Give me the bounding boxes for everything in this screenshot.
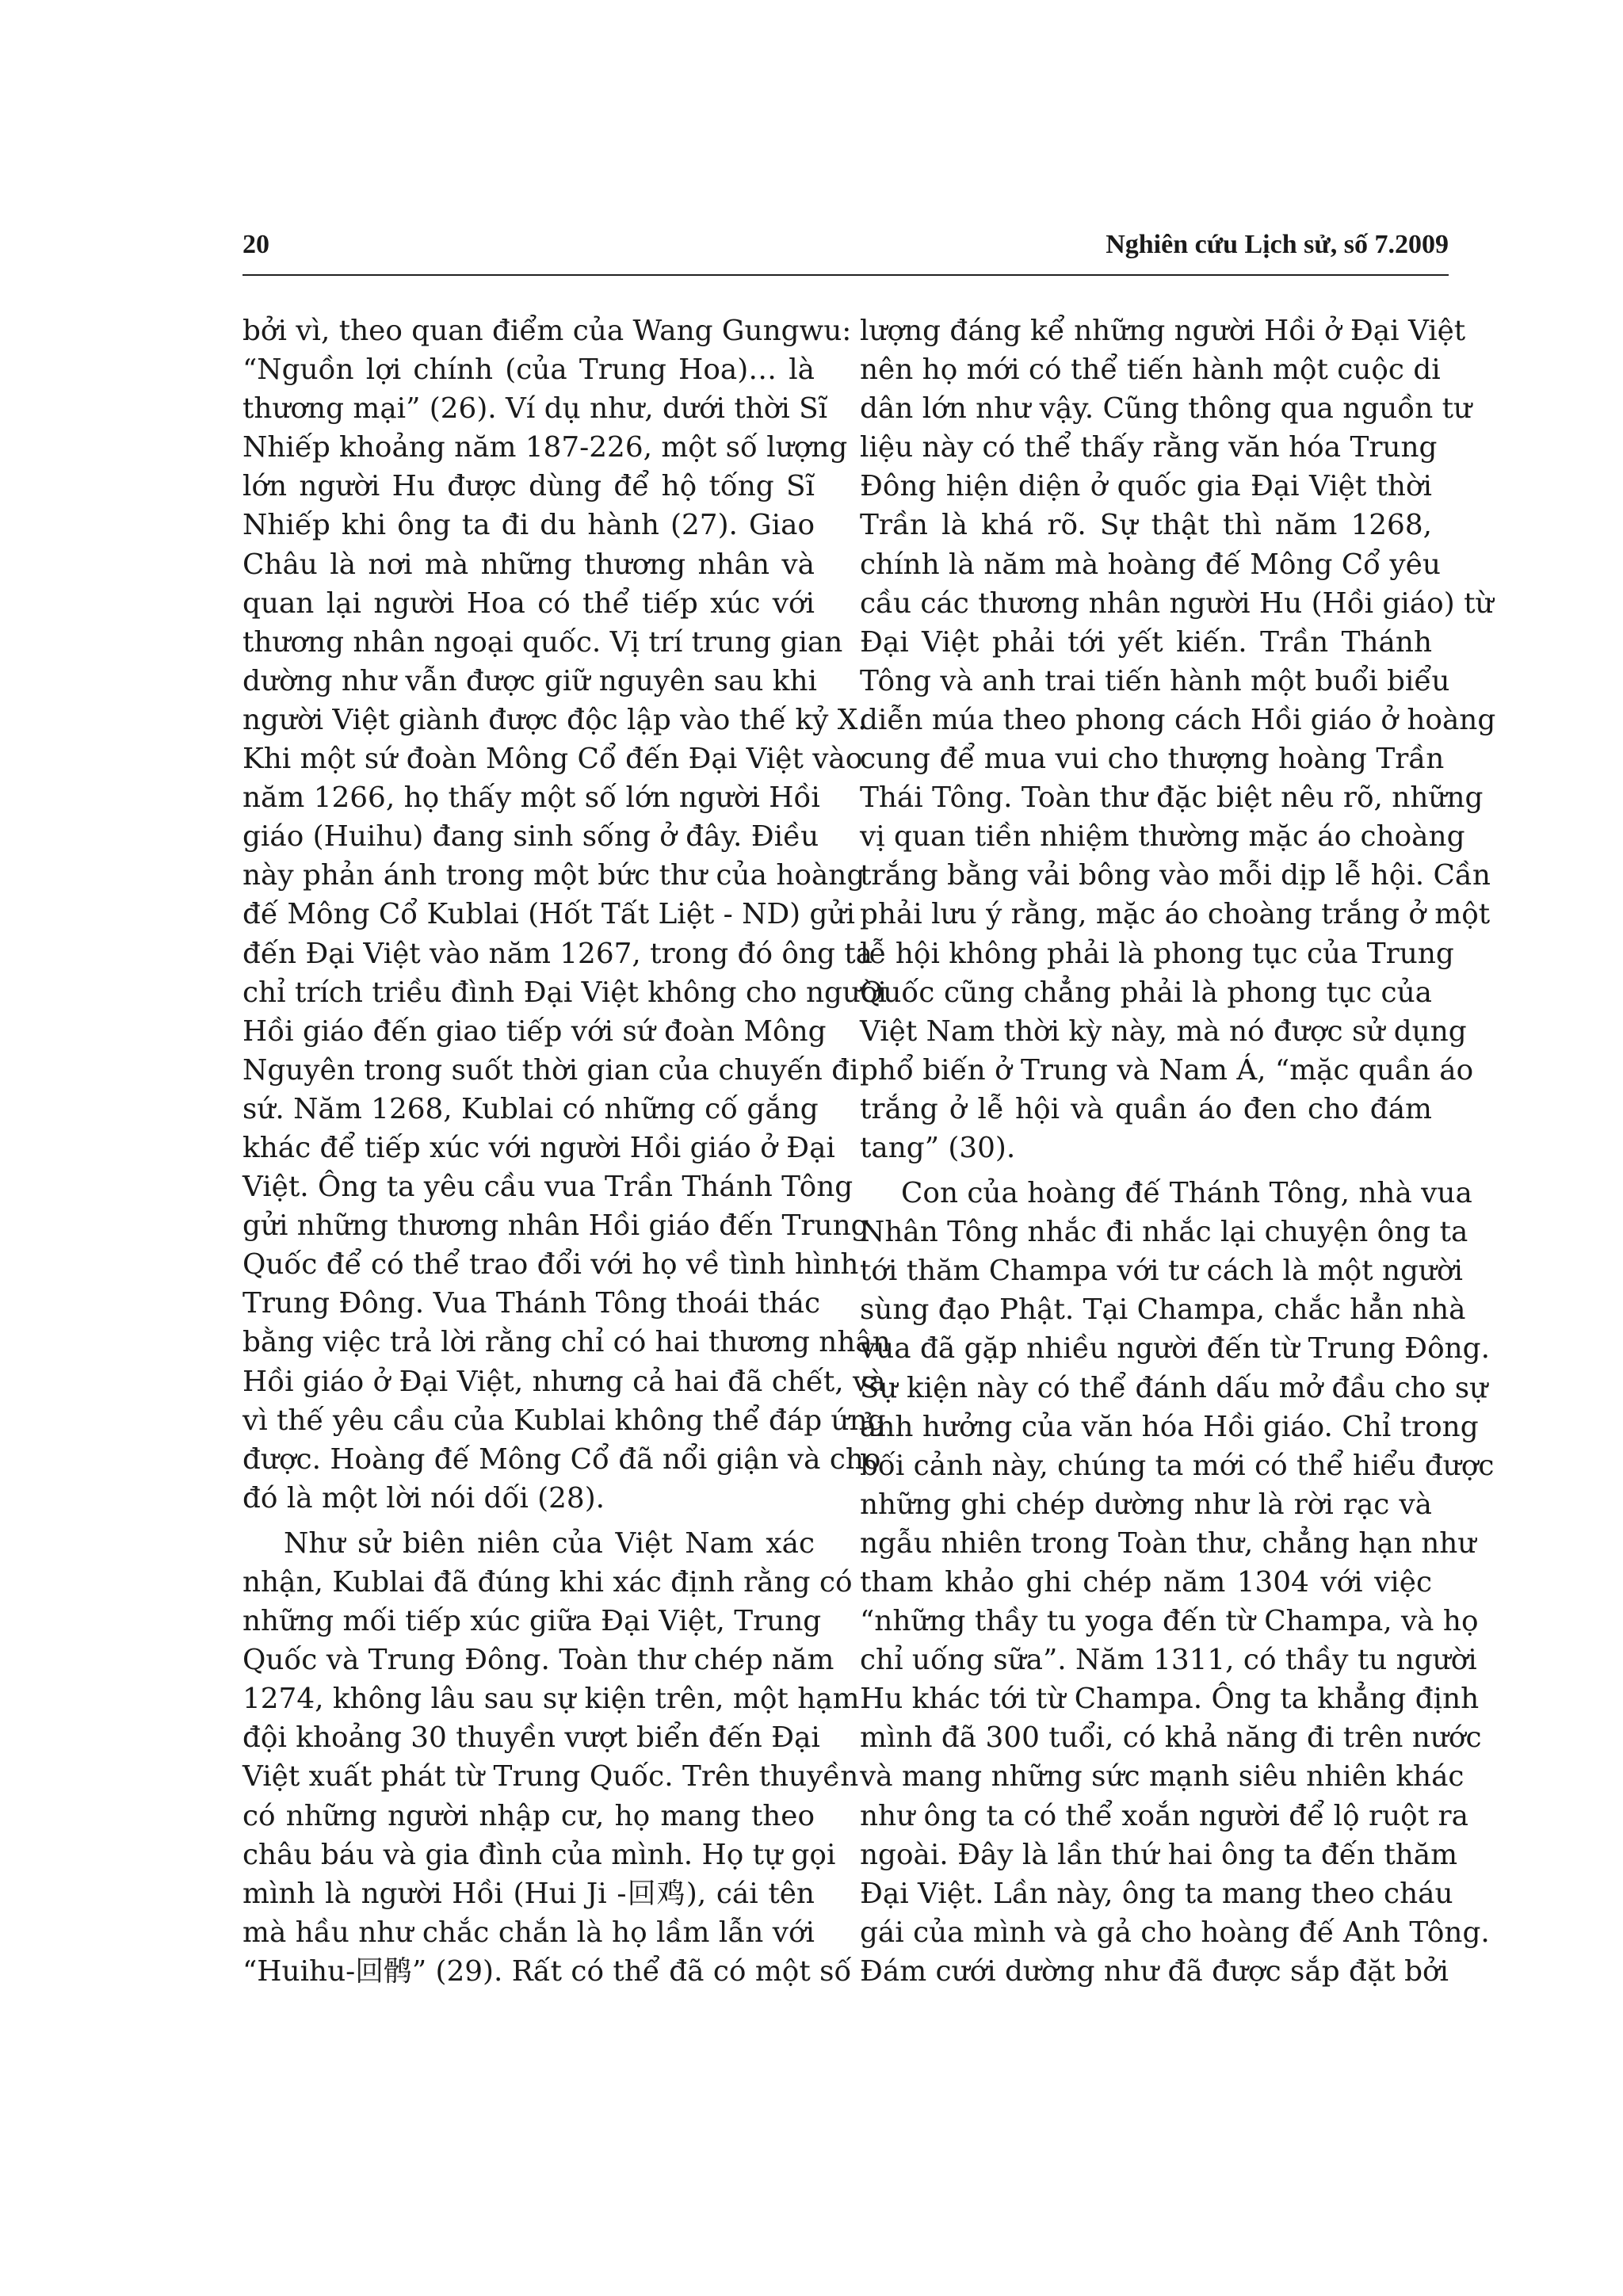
text-line: tang” (30). <box>860 1131 1016 1164</box>
text-line: sứ. Năm 1268, Kublai có những cố gắng <box>242 1092 819 1125</box>
text-line: Việt. Ông ta yêu cầu vua Trần Thánh Tông <box>242 1171 854 1204</box>
text-line: phải lưu ý rằng, mặc áo choàng trắng ở một <box>860 898 1491 931</box>
text-line: quan lại người Hoa có thể tiếp xúc với <box>242 586 815 620</box>
text-line: Đại Việt. Lần này, ông ta mang theo cháu <box>860 1877 1453 1910</box>
text-line: dường như vẫn được giữ nguyên sau khi <box>242 664 817 697</box>
text-line: tới thăm Champa với tư cách là một người <box>860 1255 1463 1288</box>
text-line: ảnh hưởng của văn hóa Hồi giáo. Chỉ trong <box>860 1410 1479 1443</box>
text-line: nên họ mới có thể tiến hành một cuộc di <box>860 353 1441 387</box>
text-line: lượng đáng kể những người Hồi ở Đại Việt <box>860 315 1466 347</box>
paragraph-gap <box>242 1518 815 1524</box>
text-line: Như sử biên niên của Việt Nam xác <box>284 1526 815 1560</box>
text-line: “Huihu-回鹘” (29). Rất có thể đã có một số <box>242 1954 852 1988</box>
text-line: Đám cưới dường như đã được sắp đặt bởi <box>860 1954 1449 1988</box>
text-line: năm 1266, họ thấy một số lớn người Hồi <box>242 781 820 815</box>
text-line: vị quan tiền nhiệm thường mặc áo choàng <box>860 820 1465 854</box>
text-line: những ghi chép dường như là rời rạc và <box>860 1488 1432 1521</box>
text-line: “những thầy tu yoga đến từ Champa, và họ <box>860 1605 1479 1638</box>
text-line: đế Mông Cổ Kublai (Hốt Tất Liệt - ND) gửi <box>242 898 855 931</box>
text-line: cung để mua vui cho thượng hoàng Trần <box>860 743 1445 776</box>
text-line: vua đã gặp nhiều người đến từ Trung Đông. <box>860 1332 1490 1366</box>
page-number: 20 <box>242 230 269 259</box>
text-line: Khi một sứ đoàn Mông Cổ đến Đại Việt vào <box>242 743 863 776</box>
text-line: Nhân Tông nhắc đi nhắc lại chuyện ông ta <box>860 1216 1468 1249</box>
text-line: Quốc và Trung Đông. Toàn thư chép năm <box>242 1644 834 1677</box>
paragraph-gap <box>860 1167 1432 1174</box>
left-text-column <box>242 311 891 1991</box>
text-line: Tông và anh trai tiến hành một buổi biểu <box>860 664 1450 697</box>
text-line: Việt xuất phát từ Trung Quốc. Trên thuyền <box>242 1760 859 1794</box>
text-line: giáo (Huihu) đang sinh sống ở đây. Điều <box>242 820 819 854</box>
text-line: chính là năm mà hoàng đế Mông Cổ yêu <box>860 548 1441 581</box>
text-line: Trần là khá rõ. Sự thật thì năm 1268, <box>860 509 1432 542</box>
text-line: châu báu và gia đình của mình. Họ tự gọi <box>242 1838 836 1871</box>
text-line: có những người nhập cư, họ mang theo <box>242 1799 815 1832</box>
text-line: ngẫu nhiên trong Toàn thư, chẳng hạn như <box>860 1526 1476 1560</box>
text-line: cầu các thương nhân người Hu (Hồi giáo) từ <box>860 586 1494 620</box>
text-line: diễn múa theo phong cách Hồi giáo ở hoàng <box>860 703 1496 736</box>
text-line: Hồi giáo đến giao tiếp với sứ đoàn Mông <box>242 1014 827 1048</box>
text-line: lớn người Hu được dùng để hộ tống Sĩ <box>242 470 815 503</box>
text-line: trắng bằng vải bông vào mỗi dịp lễ hội. Cần <box>860 859 1491 892</box>
text-line: mà hầu như chắc chắn là họ lầm lẫn với <box>242 1916 815 1949</box>
text-line: này phản ánh trong một bức thư của hoàng <box>242 859 865 892</box>
journal-title: Nghiên cứu Lịch sử, số 7.2009 <box>1106 230 1449 259</box>
text-line: Trung Đông. Vua Thánh Tông thoái thác <box>242 1287 821 1320</box>
text-line: vì thế yêu cầu của Kublai không thể đáp ứng <box>242 1404 886 1437</box>
text-line: và mang những sức mạnh siêu nhiên khác <box>860 1760 1465 1794</box>
text-line: Nhiếp khi ông ta đi du hành (27). Giao <box>242 509 815 542</box>
text-line: phổ biến ở Trung và Nam Á, “mặc quần áo <box>860 1053 1474 1087</box>
text-line: dân lớn như vậy. Cũng thông qua nguồn tư <box>860 392 1472 426</box>
text-line: như ông ta có thể xoắn người để lộ ruột ra <box>860 1799 1468 1832</box>
text-line: bằng việc trả lời rằng chỉ có hai thương nhân <box>242 1326 891 1359</box>
text-line: tham khảo ghi chép năm 1304 với việc <box>860 1566 1432 1599</box>
text-line: những mối tiếp xúc giữa Đại Việt, Trung <box>242 1605 822 1638</box>
text-line: liệu này có thể thấy rằng văn hóa Trung <box>860 431 1438 464</box>
text-line: đến Đại Việt vào năm 1267, trong đó ông ta <box>242 937 873 970</box>
text-line: bối cảnh này, chúng ta mới có thể hiểu được <box>860 1449 1495 1482</box>
text-line: Hu khác tới từ Champa. Ông ta khẳng định <box>860 1683 1480 1716</box>
text-line: 1274, không lâu sau sự kiện trên, một hạm <box>242 1683 860 1716</box>
text-line: thương nhân ngoại quốc. Vị trí trung gian <box>242 625 843 659</box>
text-line: gái của mình và gả cho hoàng đế Anh Tông. <box>860 1916 1490 1949</box>
text-line: Quốc để có thể trao đổi với họ về tình hình <box>242 1248 859 1282</box>
text-line: Quốc cũng chẳng phải là phong tục của <box>860 976 1432 1009</box>
text-line: Nhiếp khoảng năm 187-226, một số lượng <box>242 431 848 464</box>
running-header <box>242 230 1449 268</box>
text-line: chỉ uống sữa”. Năm 1311, có thầy tu người <box>860 1644 1477 1677</box>
text-line: ngoài. Đây là lần thứ hai ông ta đến thăm <box>860 1838 1458 1871</box>
text-line: Con của hoàng đế Thánh Tông, nhà vua <box>901 1177 1472 1210</box>
text-line: sùng đạo Phật. Tại Champa, chắc hẳn nhà <box>860 1293 1466 1327</box>
text-line: nhận, Kublai đã đúng khi xác định rằng có <box>242 1566 853 1599</box>
text-line: bởi vì, theo quan điểm của Wang Gungwu: <box>242 315 852 347</box>
text-line: thương mại” (26). Ví dụ như, dưới thời Sĩ <box>242 392 828 426</box>
text-line: được. Hoàng đế Mông Cổ đã nổi giận và cho <box>242 1442 881 1476</box>
text-line: khác để tiếp xúc với người Hồi giáo ở Đại <box>242 1131 835 1164</box>
header-rule <box>242 274 1449 276</box>
text-line: lễ hội không phải là phong tục của Trung <box>860 937 1454 970</box>
right-text-column <box>860 311 1496 1991</box>
text-line: đội khoảng 30 thuyền vượt biển đến Đại <box>242 1721 820 1755</box>
text-line: mình là người Hồi (Hui Ji -回鸡), cái tên <box>242 1877 815 1910</box>
text-line: Sự kiện này có thể đánh dấu mở đầu cho sự <box>860 1371 1488 1404</box>
text-line: Châu là nơi mà những thương nhân và <box>242 548 815 581</box>
text-line: gửi những thương nhân Hồi giáo đến Trung <box>242 1209 869 1243</box>
text-line: Nguyên trong suốt thời gian của chuyến đi <box>242 1053 859 1087</box>
text-line: người Việt giành được độc lập vào thế kỷ X. <box>242 703 867 736</box>
text-line: chỉ trích triều đình Đại Việt không cho người <box>242 976 887 1009</box>
text-line: “Nguồn lợi chính (của Trung Hoa)… là <box>242 353 815 387</box>
text-line: Hồi giáo ở Đại Việt, nhưng cả hai đã chết, và <box>242 1365 886 1398</box>
text-line: Việt Nam thời kỳ này, mà nó được sử dụng <box>860 1014 1467 1048</box>
text-line: trắng ở lễ hội và quần áo đen cho đám <box>860 1092 1432 1125</box>
text-line: Đại Việt phải tới yết kiến. Trần Thánh <box>860 625 1432 659</box>
text-line: mình đã 300 tuổi, có khả năng đi trên nước <box>860 1721 1482 1755</box>
text-line: Đông hiện diện ở quốc gia Đại Việt thời <box>860 470 1432 503</box>
text-line: đó là một lời nói dối (28). <box>242 1481 605 1515</box>
text-line: Thái Tông. Toàn thư đặc biệt nêu rõ, những <box>860 781 1484 815</box>
